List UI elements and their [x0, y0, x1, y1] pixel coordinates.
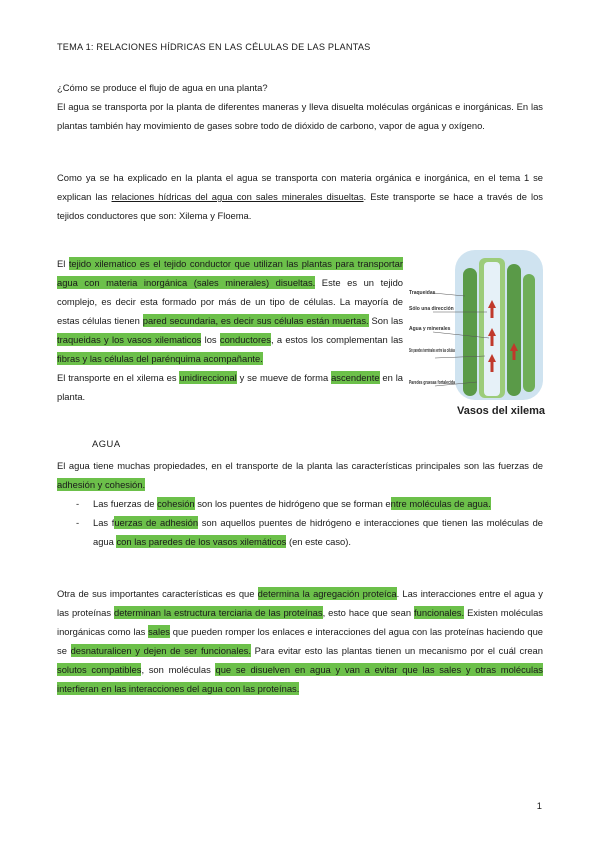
- text-run: El: [57, 258, 69, 269]
- section-heading-agua: AGUA: [92, 438, 121, 449]
- text-run: , a estos los complementan las: [270, 334, 403, 345]
- figure-label-text: Sólo una dirección: [409, 306, 454, 312]
- text-run: Como ya se ha explicado en la planta el agua se transporta con materia orgánica e inorgánica, en el tema 1 se explican las: [57, 172, 543, 202]
- text-run: Son las: [368, 315, 404, 326]
- text-run: . Este transporte se hace a través de los tejidos conductores que son: Xilema y Floema.: [57, 191, 543, 221]
- intro-paragraph: [57, 78, 543, 135]
- text-run: los: [201, 334, 220, 345]
- text-run: Otra de sus importantes características es que: [57, 588, 258, 599]
- page-number: 1: [536, 800, 542, 811]
- text-run: Existen moléculas inorgánicas como las: [57, 607, 543, 637]
- tracheid-tube: [507, 264, 521, 396]
- bullet-dash: -: [76, 498, 80, 509]
- text-run: son aquellos puentes de hidrógeno e interacciones que tienen las moléculas de agua: [93, 517, 543, 547]
- arrow-shaft: [491, 308, 494, 318]
- figure-label: Sin paredes terminales entre las células: [409, 348, 456, 354]
- highlight: fibras y las células del parénquima acompañante.: [57, 353, 263, 364]
- highlight: ntre moléculas de agua.: [390, 498, 491, 509]
- highlight: con las paredes de los vasos xilemáticos: [116, 536, 287, 547]
- highlight: ascendente: [331, 372, 380, 383]
- xylem-vessels-figure: [405, 248, 549, 420]
- highlight: determinan la estructura terciaria de las proteínas: [114, 607, 323, 618]
- intro-text: El agua se transporta por la planta de diferentes maneras y lleva disuelta moléculas orgánicas e inorgánicas. En las plantas también hay movimiento de gases sobre todo de dióxido de carbono, vapor de agua y oxígeno.: [57, 101, 543, 131]
- highlight: adhesión y cohesión.: [57, 479, 146, 490]
- xylem-paragraph: [57, 254, 403, 406]
- conductive-tissue-paragraph: [57, 168, 543, 225]
- bullet-dash: -: [76, 517, 80, 528]
- figure-label: [409, 306, 454, 312]
- text-run: son los puentes de hidrógeno que se forman e: [194, 498, 391, 509]
- highlight: traqueidas y los vasos xilematicos: [57, 334, 202, 345]
- highlight: uerzas de adhesión: [114, 517, 199, 528]
- text-run: , son moléculas: [141, 664, 216, 675]
- arrow-shaft: [513, 351, 516, 360]
- highlight: que se disuelven en agua y van a evitar que las sales y otras moléculas interfieran en las interacciones del agua con las proteínas.: [57, 664, 543, 694]
- intro-question: ¿Cómo se produce el flujo de agua en una planta?: [57, 82, 268, 93]
- document-title: TEMA 1: RELACIONES HÍDRICAS EN LAS CÉLULAS DE LAS PLANTAS: [57, 42, 371, 52]
- forces-list: [57, 494, 543, 551]
- text-run: (en este caso).: [286, 536, 351, 547]
- highlight: tejido xilematico es el tejido conductor que utilizan las plantas para transportar agua con materia inorgánica (sales minerales) disueltas.: [57, 258, 403, 288]
- text-run: El transporte en el xilema es: [57, 372, 180, 383]
- text-run: y se mueve de forma: [236, 372, 332, 383]
- highlight: desnaturalicen y dejen de ser funcionales.: [70, 645, 251, 656]
- text-run: El agua tiene muchas propiedades, en el transporte de la planta las características principales son las fuerzas de: [57, 460, 543, 471]
- figure-label: Traqueidas: [409, 290, 436, 296]
- text-run: . Las interacciones entre el agua y las proteínas: [57, 588, 543, 618]
- figure-label: Paredes gruesas fortalecida: [409, 380, 456, 386]
- text-run: , esto hace que sean: [322, 607, 415, 618]
- list-item: [57, 513, 543, 551]
- text-run: Las fuerzas de: [93, 498, 158, 509]
- highlight: pared secundaria, es decir sus células están muertas.: [142, 315, 369, 326]
- text-run: Para evitar esto las plantas tienen un mecanismo por el cuál crean: [250, 645, 543, 656]
- highlight: determina la agregación proteíca: [257, 588, 397, 599]
- arrow-shaft: [491, 336, 494, 346]
- text-run: que pueden romper los enlaces e interacciones del agua con las proteínas haciendo que se: [57, 626, 544, 656]
- water-properties-paragraph: [57, 456, 543, 494]
- text-run: Este es un tejido complejo, es decir esta formado por más de un tipo de células. La mayoría de estas células tienen: [57, 277, 404, 326]
- underlined-phrase: relaciones hídricas del agua con sales minerales disueltas: [111, 191, 364, 202]
- arrow-shaft: [491, 362, 494, 372]
- highlight: cohesión: [157, 498, 195, 509]
- text-run: en la planta.: [57, 372, 403, 402]
- protein-aggregation-paragraph: [57, 584, 543, 698]
- tracheid-tube: [523, 274, 535, 392]
- tracheid-tube: [463, 268, 477, 396]
- highlight: sales: [148, 626, 170, 637]
- highlight: solutos compatibles: [57, 664, 142, 675]
- list-item: [57, 494, 543, 513]
- figure-title: Vasos del xilema: [457, 405, 546, 417]
- text-run: Las f: [93, 517, 115, 528]
- highlight: funcionales.: [414, 607, 465, 618]
- highlight: unidireccional: [179, 372, 237, 383]
- figure-label: Agua y minerales: [409, 326, 451, 332]
- highlight: conductores: [219, 334, 271, 345]
